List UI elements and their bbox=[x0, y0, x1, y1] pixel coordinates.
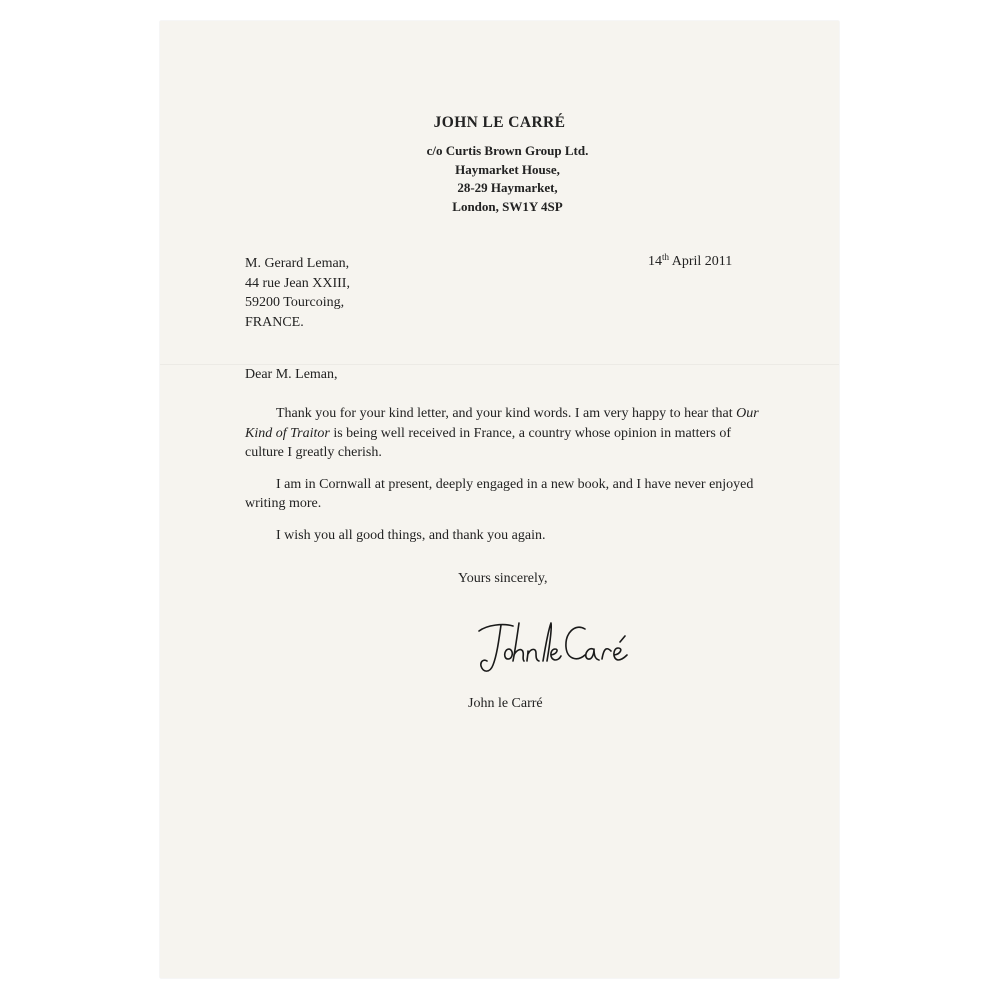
letterhead-address-line: c/o Curtis Brown Group Ltd. bbox=[426, 143, 589, 158]
date-suffix: th bbox=[662, 252, 670, 262]
body-paragraph-2: I am in Cornwall at present, deeply engaged in a new book, and I have never enjoyed writing more. bbox=[245, 476, 754, 511]
letter-date bbox=[648, 254, 732, 270]
book-title: Our Kind of Traitor bbox=[245, 406, 759, 441]
salutation: Dear M. Leman, bbox=[245, 367, 338, 382]
recipient-line: FRANCE. bbox=[245, 314, 304, 330]
signed-name: John le Carré bbox=[468, 696, 543, 711]
recipient-address bbox=[245, 254, 350, 332]
letterhead-address-line: Haymarket House, bbox=[455, 161, 560, 177]
letterhead-address bbox=[160, 142, 839, 216]
letter-body bbox=[245, 404, 765, 557]
letterhead-address-line: 28-29 Haymarket, bbox=[457, 180, 558, 195]
letterhead-name: JOHN LE CARRÉ bbox=[433, 114, 566, 131]
recipient-line: M. Gerard Leman, bbox=[245, 256, 350, 271]
letterhead-address-line: London, SW1Y 4SP bbox=[452, 198, 563, 214]
date-rest: April 2011 bbox=[671, 254, 733, 269]
date-day: 14 bbox=[648, 254, 662, 269]
recipient-line: 44 rue Jean XXIII, bbox=[245, 275, 350, 291]
body-paragraph-3: I wish you all good things, and thank you again. bbox=[276, 527, 546, 543]
paragraph-text: is being well received in France, a country whose opinion in matters of culture I greatly cherish. bbox=[245, 425, 732, 460]
letter-page bbox=[160, 21, 839, 978]
paper-fold-line bbox=[160, 364, 839, 365]
handwritten-signature bbox=[473, 609, 663, 679]
recipient-line: 59200 Tourcoing, bbox=[245, 295, 345, 310]
body-paragraph-1 bbox=[245, 404, 765, 463]
paragraph-text: Thank you for your kind letter, and your kind words. I am very happy to hear that bbox=[276, 406, 737, 421]
closing: Yours sincerely, bbox=[458, 571, 548, 586]
